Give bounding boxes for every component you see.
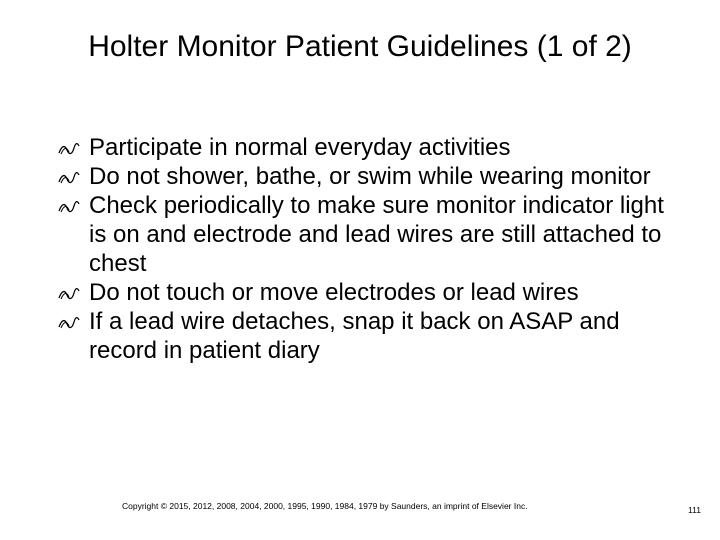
bullet-item xyxy=(56,162,676,191)
wave-bullet-icon xyxy=(58,287,80,301)
wave-bullet-icon xyxy=(58,200,80,214)
bullet-item xyxy=(56,307,676,365)
bullet-item xyxy=(56,133,676,162)
bullet-item xyxy=(56,191,676,278)
bullet-text: Check periodically to make sure monitor indicator light is on and electrode and lead wires are still attached to chest xyxy=(89,192,664,277)
slide-number: 111 xyxy=(688,505,701,515)
bullet-text: Do not shower, bathe, or swim while wearing monitor xyxy=(89,163,651,190)
bullet-list xyxy=(56,133,676,365)
wave-bullet-icon xyxy=(58,171,80,185)
bullet-text: If a lead wire detaches, snap it back on ASAP and record in patient diary xyxy=(89,308,620,364)
bullet-text: Do not touch or move electrodes or lead wires xyxy=(89,279,579,306)
wave-bullet-icon xyxy=(58,142,80,156)
copyright-footer: Copyright © 2015, 2012, 2008, 2004, 2000, 1995, 1990, 1984, 1979 by Saunders, an imprint of Elsevier Inc. xyxy=(122,501,528,511)
bullet-text: Participate in normal everyday activities xyxy=(89,134,511,161)
slide-title: Holter Monitor Patient Guidelines (1 of 2) xyxy=(88,30,632,63)
bullet-item xyxy=(56,278,676,307)
wave-bullet-icon xyxy=(58,316,80,330)
